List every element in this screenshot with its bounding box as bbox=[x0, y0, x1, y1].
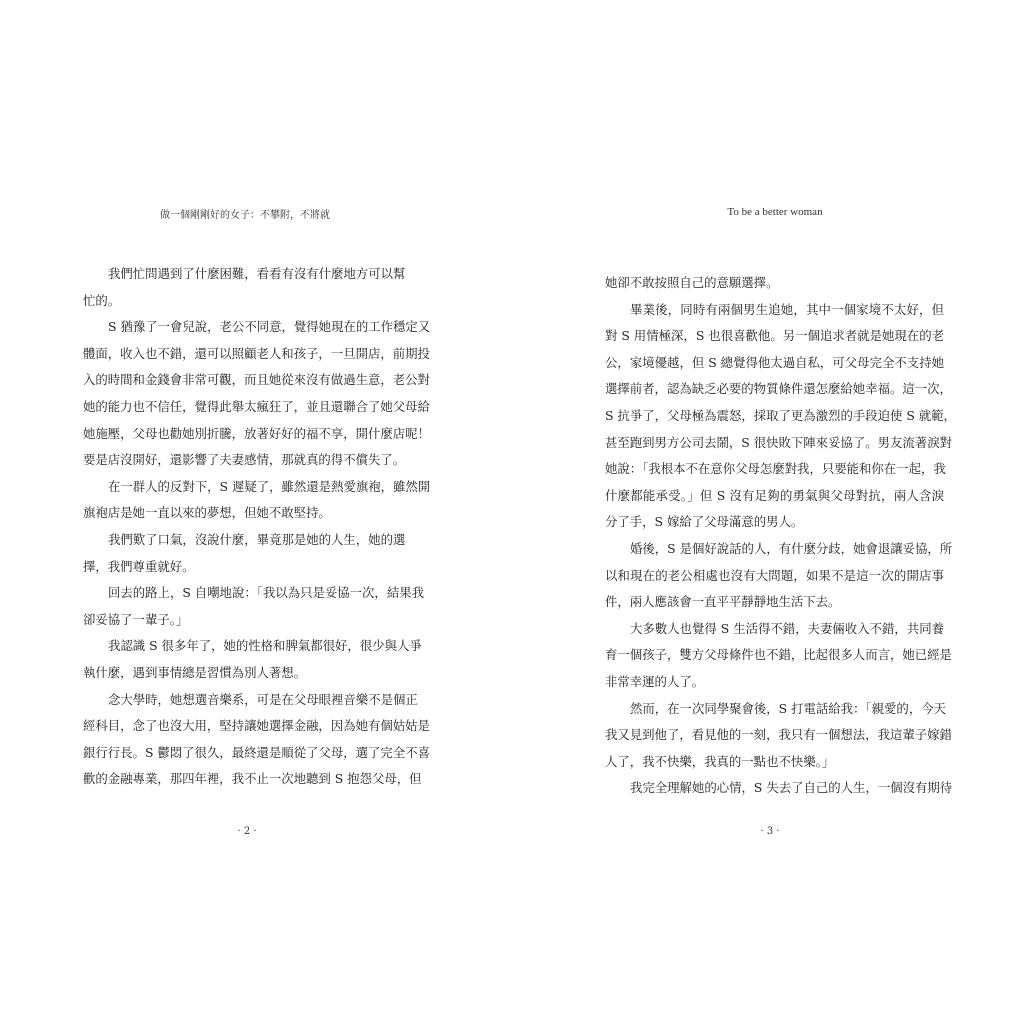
text-line: S 抗爭了，父母極為震怒，採取了更為激烈的手段迫使 S 就範， bbox=[605, 407, 956, 423]
text-line: 歡的金融專業，那四年裡，我不止一次地聽到 S 抱怨父母，但 bbox=[83, 771, 422, 787]
text-line: 忙的。 bbox=[83, 292, 121, 308]
text-line: 非常幸運的人了。 bbox=[605, 673, 705, 689]
text-line: 銀行行長。S 鬱悶了很久，最終還是順從了父母，選了完全不喜 bbox=[83, 744, 430, 760]
text-line: 在一群人的反對下，S 遲疑了，雖然還是熱愛旗袍，雖然開 bbox=[108, 478, 431, 494]
page-number-right: · 3 · bbox=[760, 826, 780, 837]
right-page-body-text bbox=[605, 273, 956, 805]
text-line: 然而，在一次同學聚會後，S 打電話給我：「親愛的，今天 bbox=[630, 700, 946, 716]
text-line: 對 S 用情極深，S 也很喜歡他。另一個追求者就是她現在的老 bbox=[605, 328, 944, 344]
text-line: 育一個孩子，雙方父母條件也不錯，比起很多人而言，她已經是 bbox=[605, 647, 952, 663]
running-header-english-title: To be a better woman bbox=[727, 206, 823, 218]
text-line: 件，兩人應該會一直平平靜靜地生活下去。 bbox=[605, 594, 841, 610]
page-number-left: · 2 · bbox=[237, 826, 257, 837]
text-line: 她卻不敢按照自己的意願選擇。 bbox=[605, 275, 779, 290]
text-line: 擇，我們尊重就好。 bbox=[83, 558, 195, 574]
text-line: 公，家境優越，但 S 總覺得他太過自私，可父母完全不支持她 bbox=[605, 354, 944, 370]
text-line: 卻妥協了一輩子。」 bbox=[83, 611, 189, 627]
text-line: 她施壓，父母也勸她別折騰，放著好好的福不享，開什麼店呢！ bbox=[83, 425, 430, 441]
text-line: 體面，收入也不錯，還可以照顧老人和孩子，一旦開店，前期投 bbox=[83, 345, 430, 361]
text-line: 她說：「我根本不在意你父母怎麼對我，只要能和你在一起，我 bbox=[605, 461, 946, 477]
left-page-body-text bbox=[83, 264, 431, 796]
text-line: 要是店沒開好，還影響了夫妻感情，那就真的得不償失了。 bbox=[83, 452, 406, 468]
text-line: 我認識 S 很多年了，她的性格和脾氣都很好，很少與人爭 bbox=[108, 638, 422, 654]
text-line: 我們歎了口氣，沒說什麼，畢竟那是她的人生，她的選 bbox=[108, 531, 406, 547]
text-line: 什麼都能承受。」但 S 沒有足夠的勇氣與父母對抗，兩人含淚 bbox=[605, 487, 944, 503]
text-line: 畢業後，同時有兩個男生追她，其中一個家境不太好，但 bbox=[630, 301, 944, 317]
text-line: 甚至跑到男方公司去鬧，S 很快敗下陣來妥協了。男友流著淚對 bbox=[605, 434, 952, 450]
text-line: 以和現在的老公相處也沒有大問題，如果不是這一次的開店事 bbox=[605, 567, 944, 583]
text-line: 她的能力也不信任，覺得此舉太瘋狂了，並且還聯合了她父母給 bbox=[83, 398, 430, 414]
text-line: 經科目，念了也沒大用，堅持讓她選擇金融，因為她有個姑姑是 bbox=[83, 718, 430, 734]
text-line: 大多數人也覺得 S 生活得不錯，夫妻倆收入不錯，共同養 bbox=[630, 620, 944, 636]
text-line: 人了，我不快樂，我真的一點也不快樂。」 bbox=[605, 753, 835, 769]
text-line: 回去的路上，S 自嘲地說：「我以為只是妥協一次，結果我 bbox=[108, 585, 424, 601]
text-line: 念大學時，她想選音樂系，可是在父母眼裡音樂不是個正 bbox=[108, 691, 418, 707]
text-line: 我們忙問遇到了什麼困難，看看有沒有什麼地方可以幫 bbox=[108, 266, 406, 281]
text-line: 入的時間和金錢會非常可觀，而且她從來沒有做過生意，老公對 bbox=[83, 372, 430, 388]
text-line: 選擇前者，認為缺乏必要的物質條件還怎麼給她幸福。這一次， bbox=[605, 381, 952, 397]
text-line: 我完全理解她的心情，S 失去了自己的人生，一個沒有期待 bbox=[630, 780, 953, 796]
text-line: 婚後，S 是個好說話的人，有什麼分歧，她會退讓妥協，所 bbox=[630, 540, 953, 556]
text-line: 我又見到他了，看見他的一刻，我只有一個想法，我這輩子嫁錯 bbox=[605, 727, 952, 743]
text-line: S 猶豫了一會兒說，老公不同意，覺得她現在的工作穩定又 bbox=[108, 319, 431, 335]
text-line: 旗袍店是她一直以來的夢想，但她不敢堅持。 bbox=[83, 505, 331, 521]
running-header-book-title: 做一個剛剛好的女子：不攀附，不將就 bbox=[160, 210, 330, 221]
text-line: 執什麼，遇到事情總是習慣為別人著想。 bbox=[83, 664, 307, 680]
text-line: 分了手，S 嫁給了父母滿意的男人。 bbox=[605, 514, 804, 530]
